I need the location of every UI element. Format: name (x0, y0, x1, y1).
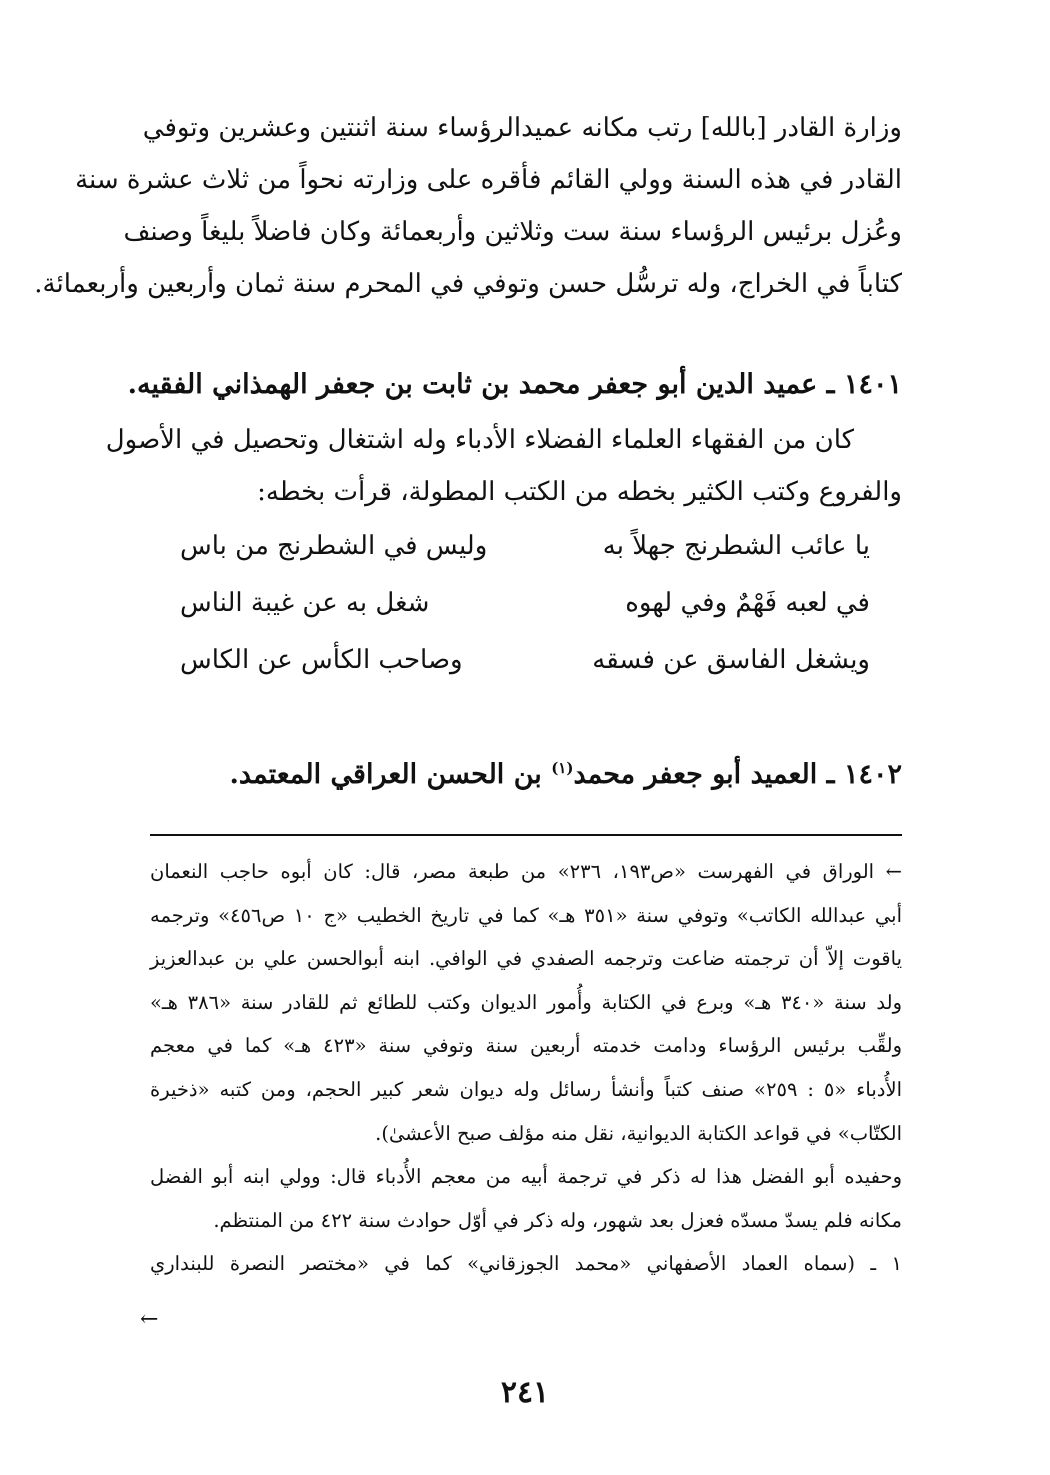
footnote-line: ولد سنة «٣٤٠ هـ» وبرع في الكتابة وأُمور الديوان وكتب للطائع ثم للقادر سنة «٣٨٦ هـ» (150, 990, 902, 1014)
footnotes (150, 850, 902, 1286)
footnote-line: الأُدباء «٥ : ٢٥٩» صنف كتباً وأنشأ رسائل وله ديوان شعر كبير الحجم، ومن كتبه «ذخيرة (150, 1077, 903, 1101)
footnote-line: ياقوت إلاّ أن ترجمته ضاعت وترجمه الصفدي في الوافي. ابنه أبوالحسن علي بن عبدالعزيز (150, 947, 902, 971)
text-line: وزارة القادر [بالله] رتب مكانه عميدالرؤساء سنة اثنتين وعشرين وتوفي (142, 113, 902, 143)
second-hemistich: وليس في الشطرنج من باس (180, 531, 488, 561)
continuation-arrow-icon: ← (140, 1307, 159, 1332)
entry-1401-paragraph (105, 414, 902, 518)
first-hemistich: ويشغل الفاسق عن فسقه (592, 645, 870, 675)
page-number: ٢٤١ (500, 1375, 550, 1410)
poem-verse (180, 575, 870, 632)
footnote-line: وحفيده أبو الفضل هذا له ذكر في ترجمة أبيه من معجم الأُدباء قال: وولي ابنه أبو الفضل (150, 1165, 902, 1189)
poem-verse (180, 518, 870, 575)
footnote-line: أبي عبدالله الكاتب» وتوفي سنة «٣٥١ هـ» كما في تاريخ الخطيب «ج ١٠ ص٤٥٦» وترجمه (150, 903, 903, 927)
footnote-line: الكتّاب» في قواعد الكتابة الديوانية، نقل منه مؤلف صبح الأعشىٰ). (375, 1121, 902, 1145)
text-line: كتاباً في الخراج، وله ترسُّل حسن وتوفي في المحرم سنة ثمان وأربعين وأربعمائة. (34, 269, 902, 299)
text-line: كان من الفقهاء العلماء الفضلاء الأدباء وله اشتغال وتحصيل في الأصول (105, 425, 854, 455)
poem-verse (180, 632, 870, 689)
footnote-ref: (١) (551, 759, 574, 777)
footnote-line: ← الوراق في الفهرست «ص١٩٣، ٢٣٦» من طبعة مصر، قال: كان أبوه حاجب النعمان (150, 860, 903, 883)
second-hemistich: وصاحب الكأس عن الكاس (180, 645, 463, 675)
heading-text: بن الحسن العراقي المعتمد. (229, 759, 552, 790)
footnote-line: ١ ـ (سماه العماد الأصفهاني «محمد الجوزقاني» كما في «مختصر النصرة للبنداري (150, 1252, 902, 1276)
heading-text: ١٤٠٢ ـ العميد أبو جعفر محمد (573, 759, 902, 790)
entry-1402-heading (229, 748, 902, 795)
intro-paragraph (34, 102, 902, 310)
first-hemistich: في لعبه فَهْمٌ وفي لهوه (625, 588, 870, 618)
first-hemistich: يا عائب الشطرنج جهلاً به (602, 531, 870, 561)
second-hemistich: شغل به عن غيبة الناس (180, 588, 430, 618)
text-line: القادر في هذه السنة وولي القائم فأقره على وزارته نحواً من ثلاث عشرة سنة (75, 165, 902, 195)
text-line: والفروع وكتب الكثير بخطه من الكتب المطولة، قرأت بخطه: (257, 477, 902, 507)
entry-1401-heading: ١٤٠١ ـ عميد الدين أبو جعفر محمد بن ثابت بن جعفر الهمذاني الفقيه. (127, 369, 902, 400)
footnote-line: ولقِّب برئيس الرؤساء ودامت خدمته أربعين سنة وتوفي سنة «٤٢٣ هـ» كما في معجم (150, 1034, 902, 1058)
footnote-line: مكانه فلم يسدّ مسدّه فعزل بعد شهور، وله ذكر في أوّل حوادث سنة ٤٢٢ من المنتظم. (213, 1208, 902, 1232)
text-line: وعُزل برئيس الرؤساء سنة ست وثلاثين وأربعمائة وكان فاضلاً بليغاً وصنف (123, 217, 902, 247)
poem (180, 518, 870, 689)
footnote-separator (150, 834, 902, 836)
